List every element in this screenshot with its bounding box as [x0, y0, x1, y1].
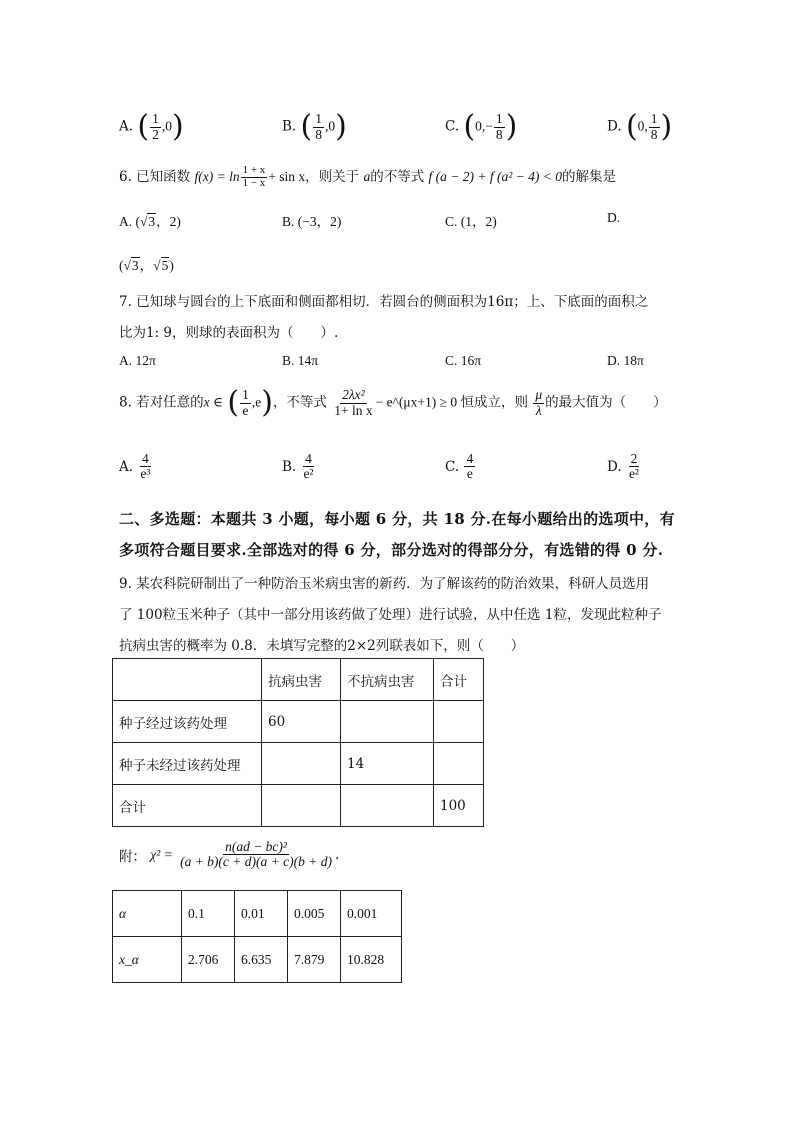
table-cell: 0.001: [341, 891, 402, 937]
section2-heading-line2: 多项符合题目要求.全部选对的得 6 分，部分选对的得部分分，有选错的得 0 分.: [119, 541, 664, 559]
table-cell: 0.01: [235, 891, 288, 937]
chi-square-formula: 附： χ² = $\frac{\text{n(ad − bc)²}}{(a + b)(c + d)(a + c)(b + d)}$ .: [119, 839, 340, 870]
q6-option-b: B. (−3，2): [282, 214, 342, 229]
q7-option-b: B. 14π: [282, 353, 319, 368]
table-row: [113, 701, 484, 743]
q8-stem: 8. 若对任意的x ∈ ( $\frac{1}{e}$ ,e)，不等式 $\frac{\text{2λx²}}{\text{1+ ln x}}$ − e^(μx+1) ≥ 0 恒成立，则 $\frac{\mu}{\lambda}$ 的最大值为（ ）: [119, 385, 667, 420]
q9-line1: 9. 某农科院研制出了一种防治玉米病虫害的新药．为了解该药的防治效果，科研人员选用: [119, 576, 650, 592]
table-cell: 6.635: [235, 937, 288, 983]
q8-option-a: A. $\frac{4}{\text{e³}}$: [119, 451, 151, 482]
q9-line2: 了 100粒玉米种子（其中一部分用该药做了处理）进行试验，从中任选 1粒，发现此粒种子: [119, 607, 662, 623]
critical-value-table: [112, 890, 402, 983]
q5-option-b: B. ( $\frac{1}{8}$ ,0): [282, 109, 347, 144]
table-cell: [434, 743, 484, 785]
table-cell: [341, 785, 434, 827]
table-row: [113, 743, 484, 785]
section2-heading-line1: 二、多选题：本题共 3 小题，每小题 6 分，共 18 分.在每小题给出的选项中，有: [119, 510, 675, 528]
table-cell: x_α: [113, 937, 182, 983]
table-cell: 种子未经过该药处理: [113, 743, 262, 785]
table-cell: 14: [341, 743, 434, 785]
table-header-cell: 抗病虫害: [262, 659, 341, 701]
q8-option-d: D. $\frac{2}{\text{e²}}$: [607, 451, 639, 482]
table-row: [113, 937, 402, 983]
q6-option-c: C. (1，2): [445, 214, 497, 229]
contingency-table: [112, 658, 484, 827]
q7-option-a: A. 12π: [119, 353, 156, 368]
table-cell: α: [113, 891, 182, 937]
table-cell: 100: [434, 785, 484, 827]
table-cell: 60: [262, 701, 341, 743]
table-cell: 10.828: [341, 937, 402, 983]
table-cell: [434, 701, 484, 743]
q6-stem: 6. 已知函数 f(x) = ln $\frac{1 + x}{1 - x}$ + sin x，则关于 a的不等式 f (a − 2) + f (a² − 4) < 0的解集是: [119, 164, 616, 189]
q8-option-b: B. $\frac{4}{\text{e²}}$: [282, 451, 314, 482]
q5-option-a: A. ( $\frac{1}{2}$ ,0): [119, 109, 184, 144]
table-cell: 7.879: [288, 937, 341, 983]
q7-line1: 7. 已知球与圆台的上下底面和侧面都相切．若圆台的侧面积为16π；上、下底面的面积之: [119, 294, 649, 310]
q7-option-c: C. 16π: [445, 353, 482, 368]
q6-option-d: D.: [607, 210, 621, 225]
q8-option-c: C. $\frac{4}{e}$: [445, 451, 474, 482]
table-header-cell: [113, 659, 262, 701]
table-cell: [341, 701, 434, 743]
table-cell: 种子经过该药处理: [113, 701, 262, 743]
table-cell: 0.1: [182, 891, 235, 937]
table-row: [113, 891, 402, 937]
q7-line2: 比为1: 9，则球的表面积为（ ）.: [119, 325, 339, 341]
table-header-cell: 合计: [434, 659, 484, 701]
q5-option-c: C. (0,− $\frac{1}{8}$ ): [445, 109, 518, 144]
table-cell: 2.706: [182, 937, 235, 983]
q5-option-d: D. (0, $\frac{1}{8}$ ): [607, 109, 673, 144]
table-cell: [262, 743, 341, 785]
table-cell: [262, 785, 341, 827]
q6-option-d-value: (√3，√5): [119, 258, 174, 273]
table-header-row: [113, 659, 484, 701]
table-cell: 合计: [113, 785, 262, 827]
q7-option-d: D. 18π: [607, 353, 644, 368]
table-header-cell: 不抗病虫害: [341, 659, 434, 701]
table-row: [113, 785, 484, 827]
table-cell: 0.005: [288, 891, 341, 937]
q9-line3: 抗病虫害的概率为 0.8．未填写完整的2×2列联表如下，则（ ）: [119, 638, 525, 654]
q6-option-a: A. (√3，2): [119, 214, 181, 229]
